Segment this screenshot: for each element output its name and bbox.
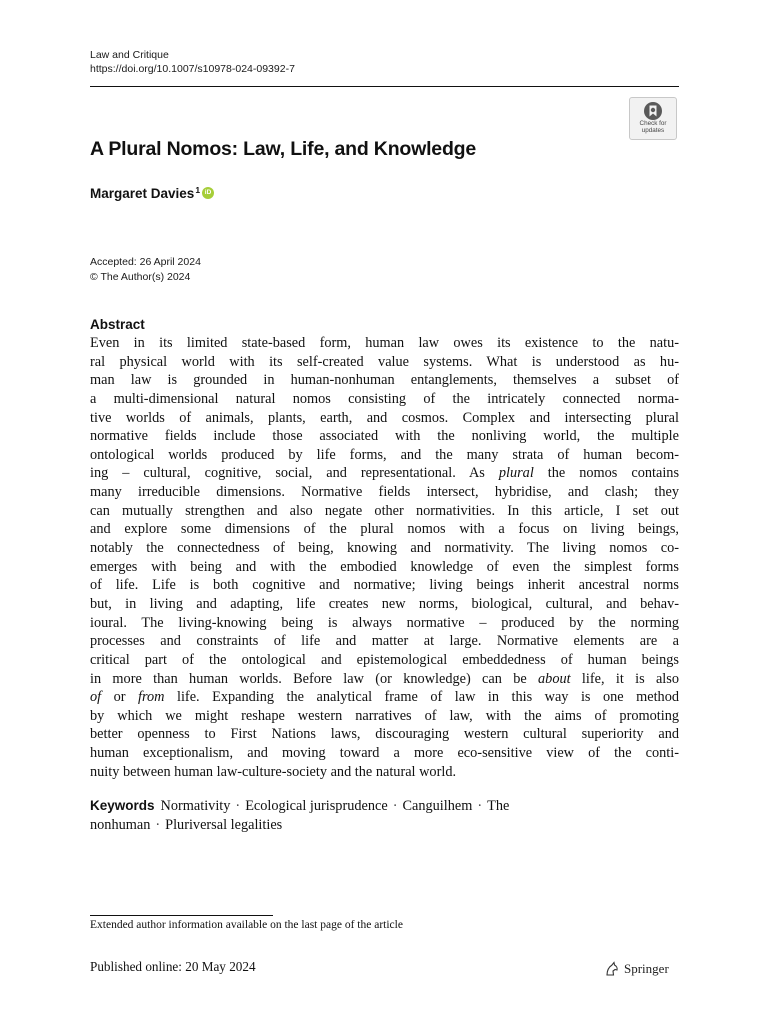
copyright-notice: © The Author(s) 2024	[90, 271, 191, 283]
abstract-line: of or from life. Expanding the analytical frame of law in this way is one method	[90, 689, 679, 706]
abstract-line: but, in living and adapting, life creates new norms, biological, cultural, and behav-	[90, 595, 679, 612]
abstract-line: and explore some dimensions of the plural nomos with a focus on living beings,	[90, 521, 679, 538]
abstract-line: critical part of the ontological and epistemological embeddedness of human beings	[90, 651, 679, 668]
affiliation-marker[interactable]: 1	[195, 185, 201, 195]
author-name[interactable]: Margaret Davies	[90, 186, 195, 201]
abstract-line: notably the connectedness of being, knowing and normativity. The living nomos co-	[90, 540, 679, 557]
check-for-updates-label-1: Check for	[639, 120, 667, 127]
abstract-line: of life. Life is both cognitive and normative; living beings inherit ancestral norms	[90, 577, 679, 594]
keyword-item[interactable]: Ecological jurisprudence	[245, 798, 388, 814]
publisher-logo[interactable]	[604, 961, 669, 977]
header-rule	[90, 86, 679, 87]
abstract-line: a multi-dimensional natural nomos consisting of the intricately connected norma-	[90, 390, 679, 407]
abstract-line: can mutually strengthen and also negate other normativities. In this article, I set out	[90, 502, 679, 519]
check-for-updates-badge[interactable]	[629, 97, 677, 140]
abstract-line: ral physical world with its self-created value systems. What is understood as hu-	[90, 353, 679, 370]
abstract-line: Even in its limited state-based form, human law owes its existence to the natu-	[90, 335, 679, 351]
springer-horse-icon	[604, 961, 620, 977]
abstract-line: ing – cultural, cognitive, social, and representational. As plural the nomos contains	[90, 465, 680, 482]
published-date: Published online: 20 May 2024	[90, 959, 256, 974]
keyword-item-part[interactable]: The	[487, 798, 510, 814]
footnote-rule	[90, 915, 273, 916]
keyword-item-part[interactable]: nonhuman	[90, 816, 151, 833]
bookmark-refresh-icon	[643, 101, 663, 121]
check-for-updates-label-2: updates	[641, 126, 665, 134]
keywords-line	[90, 816, 610, 835]
abstract-line: ontological worlds produced by life forms, and the many strata of human becom-	[90, 446, 679, 463]
abstract-line: nuity between human law-culture-society and the natural world.	[90, 763, 457, 780]
abstract-line: emerges with being and with the embodied knowledge of even the simplest forms	[90, 558, 679, 575]
abstract-line: in more than human worlds. Before law (or knowledge) can be about life, it is also	[90, 670, 679, 687]
doi-link[interactable]: https://doi.org/10.1007/s10978-024-09392-7	[90, 63, 295, 75]
keyword-separator: ·	[477, 798, 483, 814]
keyword-separator: ·	[155, 816, 161, 833]
keyword-item[interactable]: Canguilhem	[402, 798, 473, 814]
journal-name: Law and Critique	[90, 49, 169, 61]
article-title: A Plural Nomos: Law, Life, and Knowledge	[90, 138, 477, 160]
abstract-line: man law is grounded in human-nonhuman entanglements, themselves a subset of	[90, 372, 679, 389]
abstract-heading: Abstract	[90, 317, 145, 332]
abstract-line: ioural. The living-knowing being is always normative – produced by the norming	[90, 614, 679, 631]
author-line	[90, 186, 214, 201]
accepted-date: Accepted: 26 April 2024	[90, 256, 201, 268]
abstract-line: by which we might reshape western narratives of law, with the aims of promoting	[90, 707, 679, 724]
abstract-line: processes and constraints of life and matter at large. Normative elements are a	[90, 633, 679, 650]
abstract-line: better openness to First Nations laws, discouraging western cultural superiority and	[90, 726, 679, 743]
abstract-line: many irreducible dimensions. Normative fields intersect, hybridise, and clash; they	[90, 484, 679, 501]
abstract-line: human exceptionalism, and moving toward a more eco-sensitive view of the conti-	[90, 745, 679, 762]
orcid-icon[interactable]: iD	[202, 187, 214, 199]
publisher-name: Springer	[624, 961, 669, 976]
footnote: Extended author information available on the last page of the article	[90, 919, 403, 931]
abstract-line: tive worlds of animals, plants, earth, and cosmos. Complex and intersecting plural	[90, 409, 679, 426]
keywords-section	[90, 797, 610, 834]
keyword-separator: ·	[392, 798, 398, 814]
keywords-line	[90, 797, 610, 816]
keywords-label: Keywords	[90, 798, 155, 813]
keyword-separator: ·	[235, 798, 241, 814]
abstract-text	[90, 334, 679, 781]
keyword-item[interactable]: Normativity	[160, 798, 231, 814]
keyword-item[interactable]: Pluriversal legalities	[165, 816, 283, 833]
abstract-line: normative fields include those associated with the nonliving world, the multiple	[90, 428, 679, 445]
